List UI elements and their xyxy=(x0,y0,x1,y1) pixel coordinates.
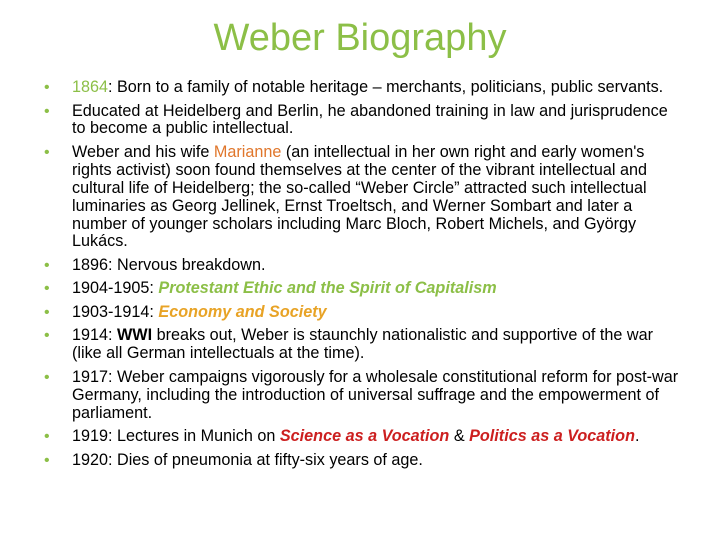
protestant-ethic-title: Protestant Ethic and the Spirit of Capitalism xyxy=(158,279,497,298)
wwi-prefix: 1914: xyxy=(72,326,118,345)
bullet-item-education xyxy=(44,103,684,139)
bullet-icon: • xyxy=(44,280,50,298)
marianne-name: Marianne xyxy=(213,142,282,161)
economy-society-prefix: 1903-1914: xyxy=(72,302,159,321)
breakdown-text: 1896: Nervous breakdown. xyxy=(72,255,266,274)
bullet-icon: • xyxy=(44,256,50,274)
wwi-text: breaks out, Weber is staunchly nationalistic and supportive of the war (like all German intellectuals at the time). xyxy=(72,326,653,363)
birth-year: 1864 xyxy=(72,78,109,96)
bullet-item-1864 xyxy=(44,79,684,97)
science-vocation-title: Science as a Vocation xyxy=(279,427,450,446)
bullet-list xyxy=(44,79,684,475)
slide-title: Weber Biography xyxy=(213,17,507,59)
lectures-suffix: . xyxy=(634,427,640,446)
wwi-label: WWI xyxy=(117,326,153,345)
lectures-middle: & xyxy=(449,427,470,446)
lectures-prefix: 1919: Lectures in Munich on xyxy=(72,427,280,446)
bullet-icon: • xyxy=(44,143,50,161)
bullet-icon: • xyxy=(44,368,50,386)
death-text: 1920: Dies of pneumonia at fifty-six years of age. xyxy=(72,450,423,469)
weber-circle-before: Weber and his wife xyxy=(72,142,214,161)
bullet-icon: • xyxy=(44,102,50,120)
birth-text: : Born to a family of notable heritage – merchants, politicians, public servants. xyxy=(108,78,664,96)
economy-society-title: Economy and Society xyxy=(158,302,327,321)
bullet-icon: • xyxy=(44,428,50,446)
bullet-item-1896 xyxy=(44,257,684,275)
bullet-icon: • xyxy=(44,327,50,345)
bullet-item-1920 xyxy=(44,452,684,470)
protestant-ethic-prefix: 1904-1905: xyxy=(72,279,159,298)
bullet-item-weber-circle xyxy=(44,144,684,251)
bullet-item-1919 xyxy=(44,428,684,446)
bullet-item-1917 xyxy=(44,369,684,423)
bullet-item-economy-society xyxy=(44,304,684,322)
politics-vocation-title: Politics as a Vocation xyxy=(469,427,635,446)
constitutional-reform-text: 1917: Weber campaigns vigorously for a wholesale constitutional reform for post-war Germany, including the introduction of universal suffrage and the empowerment of parliament. xyxy=(72,367,679,422)
bullet-icon: • xyxy=(44,303,50,321)
bullet-item-1914 xyxy=(44,327,684,363)
bullet-icon: • xyxy=(44,79,50,96)
bullet-icon: • xyxy=(44,451,50,469)
education-text: Educated at Heidelberg and Berlin, he abandoned training in law and jurisprudence to become a public intellectual. xyxy=(72,101,668,138)
bullet-item-protestant-ethic xyxy=(44,280,684,298)
weber-circle-after: (an intellectual in her own right and early women's rights activist) soon found themselves at the center of the vibrant intellectual and cultural life of Heidelberg; the so-called “Weber Circle” attracted such intellectual luminaries as Georg Jellinek, Ernst Troeltsch, and Werner Sombart and later a number of younger scholars including Marc Bloch, Robert Michels, and György Lukács. xyxy=(72,142,647,251)
